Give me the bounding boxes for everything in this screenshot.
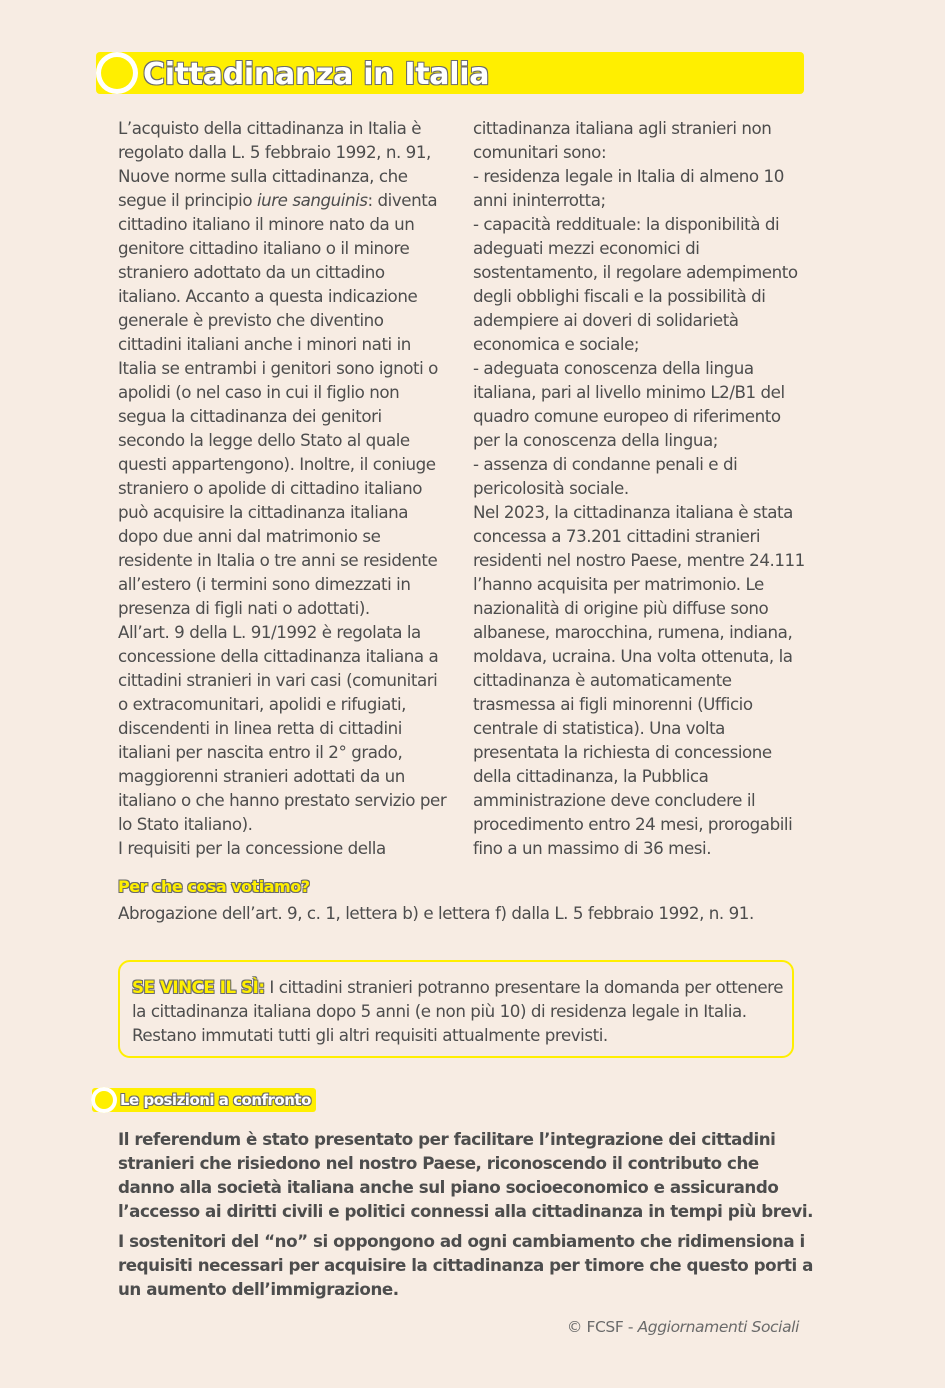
paragraph-article-9: All’art. 9 della L. 91/1992 è regolata la concessione della cittadinanza italiana a cittadini stranieri in vari casi (comunitari o extracomunitari, apolidi e rifugiati, discendenti in linea retta di cittadini italiani per nascita entro il 2° grado, maggiorenni stranieri adottati da un italiano o che hanno prestato servizio per lo Stato italiano). [118, 622, 447, 834]
vote-answer: Abrogazione dell’art. 9, c. 1, lettera b) e lettera f) dalla L. 5 febbraio 1992, n. 91. [118, 903, 754, 923]
left-column [118, 116, 448, 860]
paragraph-requirements-start: I requisiti per la concessione della [118, 838, 386, 858]
if-yes-label: SE VINCE IL SÌ: [132, 977, 265, 997]
latin-term: iure sanguinis [256, 190, 368, 210]
positions-circle-icon [91, 1087, 117, 1113]
page-title: Cittadinanza in Italia [143, 57, 490, 92]
footer-source: Aggiornamenti Sociali [637, 1318, 799, 1336]
paragraph-intro: L’acquisto della cittadinanza in Italia è regolato dalla L. 5 febbraio 1992, n. 91, Nuove norme sulla cittadinanza, che segue il principio iure sanguinis: diventa cittadino italiano il minore nato da un genitore cittadino italiano o il minore straniero adottato da un cittadino italiano. Accanto a questa indicazione generale è previsto che diventino cittadini italiani anche i minori nati in Italia se entrambi i genitori sono ignoti o apolidi (o nel caso in cui il figlio non segua la cittadinanza dei genitori secondo la legge dello Stato al quale questi appartengono). Inoltre, il coniuge straniero o apolide di cittadino italiano può acquisire la cittadinanza italiana dopo due anni dal matrimonio se residente in Italia o tre anni se residente all’estero (i termini sono dimezzati in presenza di figli nati o adottati). [118, 118, 438, 618]
position-yes: Il referendum è stato presentato per facilitare l’integrazione dei cittadini stranieri che risiedono nel nostro Paese, riconoscendo il contributo che danno alla società italiana anche sul piano socioeconomico e assicurando l’accesso ai diritti civili e politici connessi alla cittadinanza in tempi più brevi. [118, 1129, 814, 1221]
requirement-item: - adeguata conoscenza della lingua italiana, pari al livello minimo L2/B1 del quadro comune europeo di riferimento per la conoscenza della lingua; [473, 358, 785, 450]
positions-heading: Le posizioni a confronto [120, 1091, 311, 1109]
footer-credit: © FCSF - Aggiornamenti Sociali [566, 1318, 799, 1336]
if-yes-text: SE VINCE IL SÌ: I cittadini stranieri potranno presentare la domanda per ottenere la cittadinanza italiana dopo 5 anni (e non più 10) di residenza legale in Italia. Restano immutati tutti gli altri requisiti attualmente previsti. [132, 977, 784, 1045]
requirement-item: - assenza di condanne penali e di pericolosità sociale. [473, 454, 738, 498]
paragraph-requirements-cont: cittadinanza italiana agli stranieri non comunitari sono: [473, 118, 772, 162]
vote-heading: Per che cosa votiamo? [118, 877, 310, 896]
position-no: I sostenitori del “no” si oppongono ad ogni cambiamento che ridimensiona i requisiti necessari per acquisire la cittadinanza per timore che questo porti a un aumento dell’immigrazione. [118, 1231, 813, 1299]
right-column [473, 116, 808, 860]
title-circle-icon [96, 52, 138, 94]
positions-section [118, 1127, 818, 1307]
requirement-item: - residenza legale in Italia di almeno 10 anni ininterrotta; [473, 166, 784, 210]
paragraph-statistics: Nel 2023, la cittadinanza italiana è stata concessa a 73.201 cittadini stranieri residenti nel nostro Paese, mentre 24.111 l’hanno acquisita per matrimonio. Le nazionalità di origine più diffuse sono albanese, marocchina, rumena, indiana, moldava, ucraina. Una volta ottenuta, la cittadinanza è automaticamente trasmessa ai figli minorenni (Ufficio centrale di statistica). Una volta presentata la richiesta di concessione della cittadinanza, la Pubblica amministrazione deve concludere il procedimento entro 24 mesi, prorogabili fino a un massimo di 36 mesi. [473, 502, 805, 858]
requirement-item: - capacità reddituale: la disponibilità di adeguati mezzi economici di sostentamento, il regolare adempimento degli obblighi fiscali e la possibilità di adempiere ai doveri di solidarietà economica e sociale; [473, 214, 798, 354]
